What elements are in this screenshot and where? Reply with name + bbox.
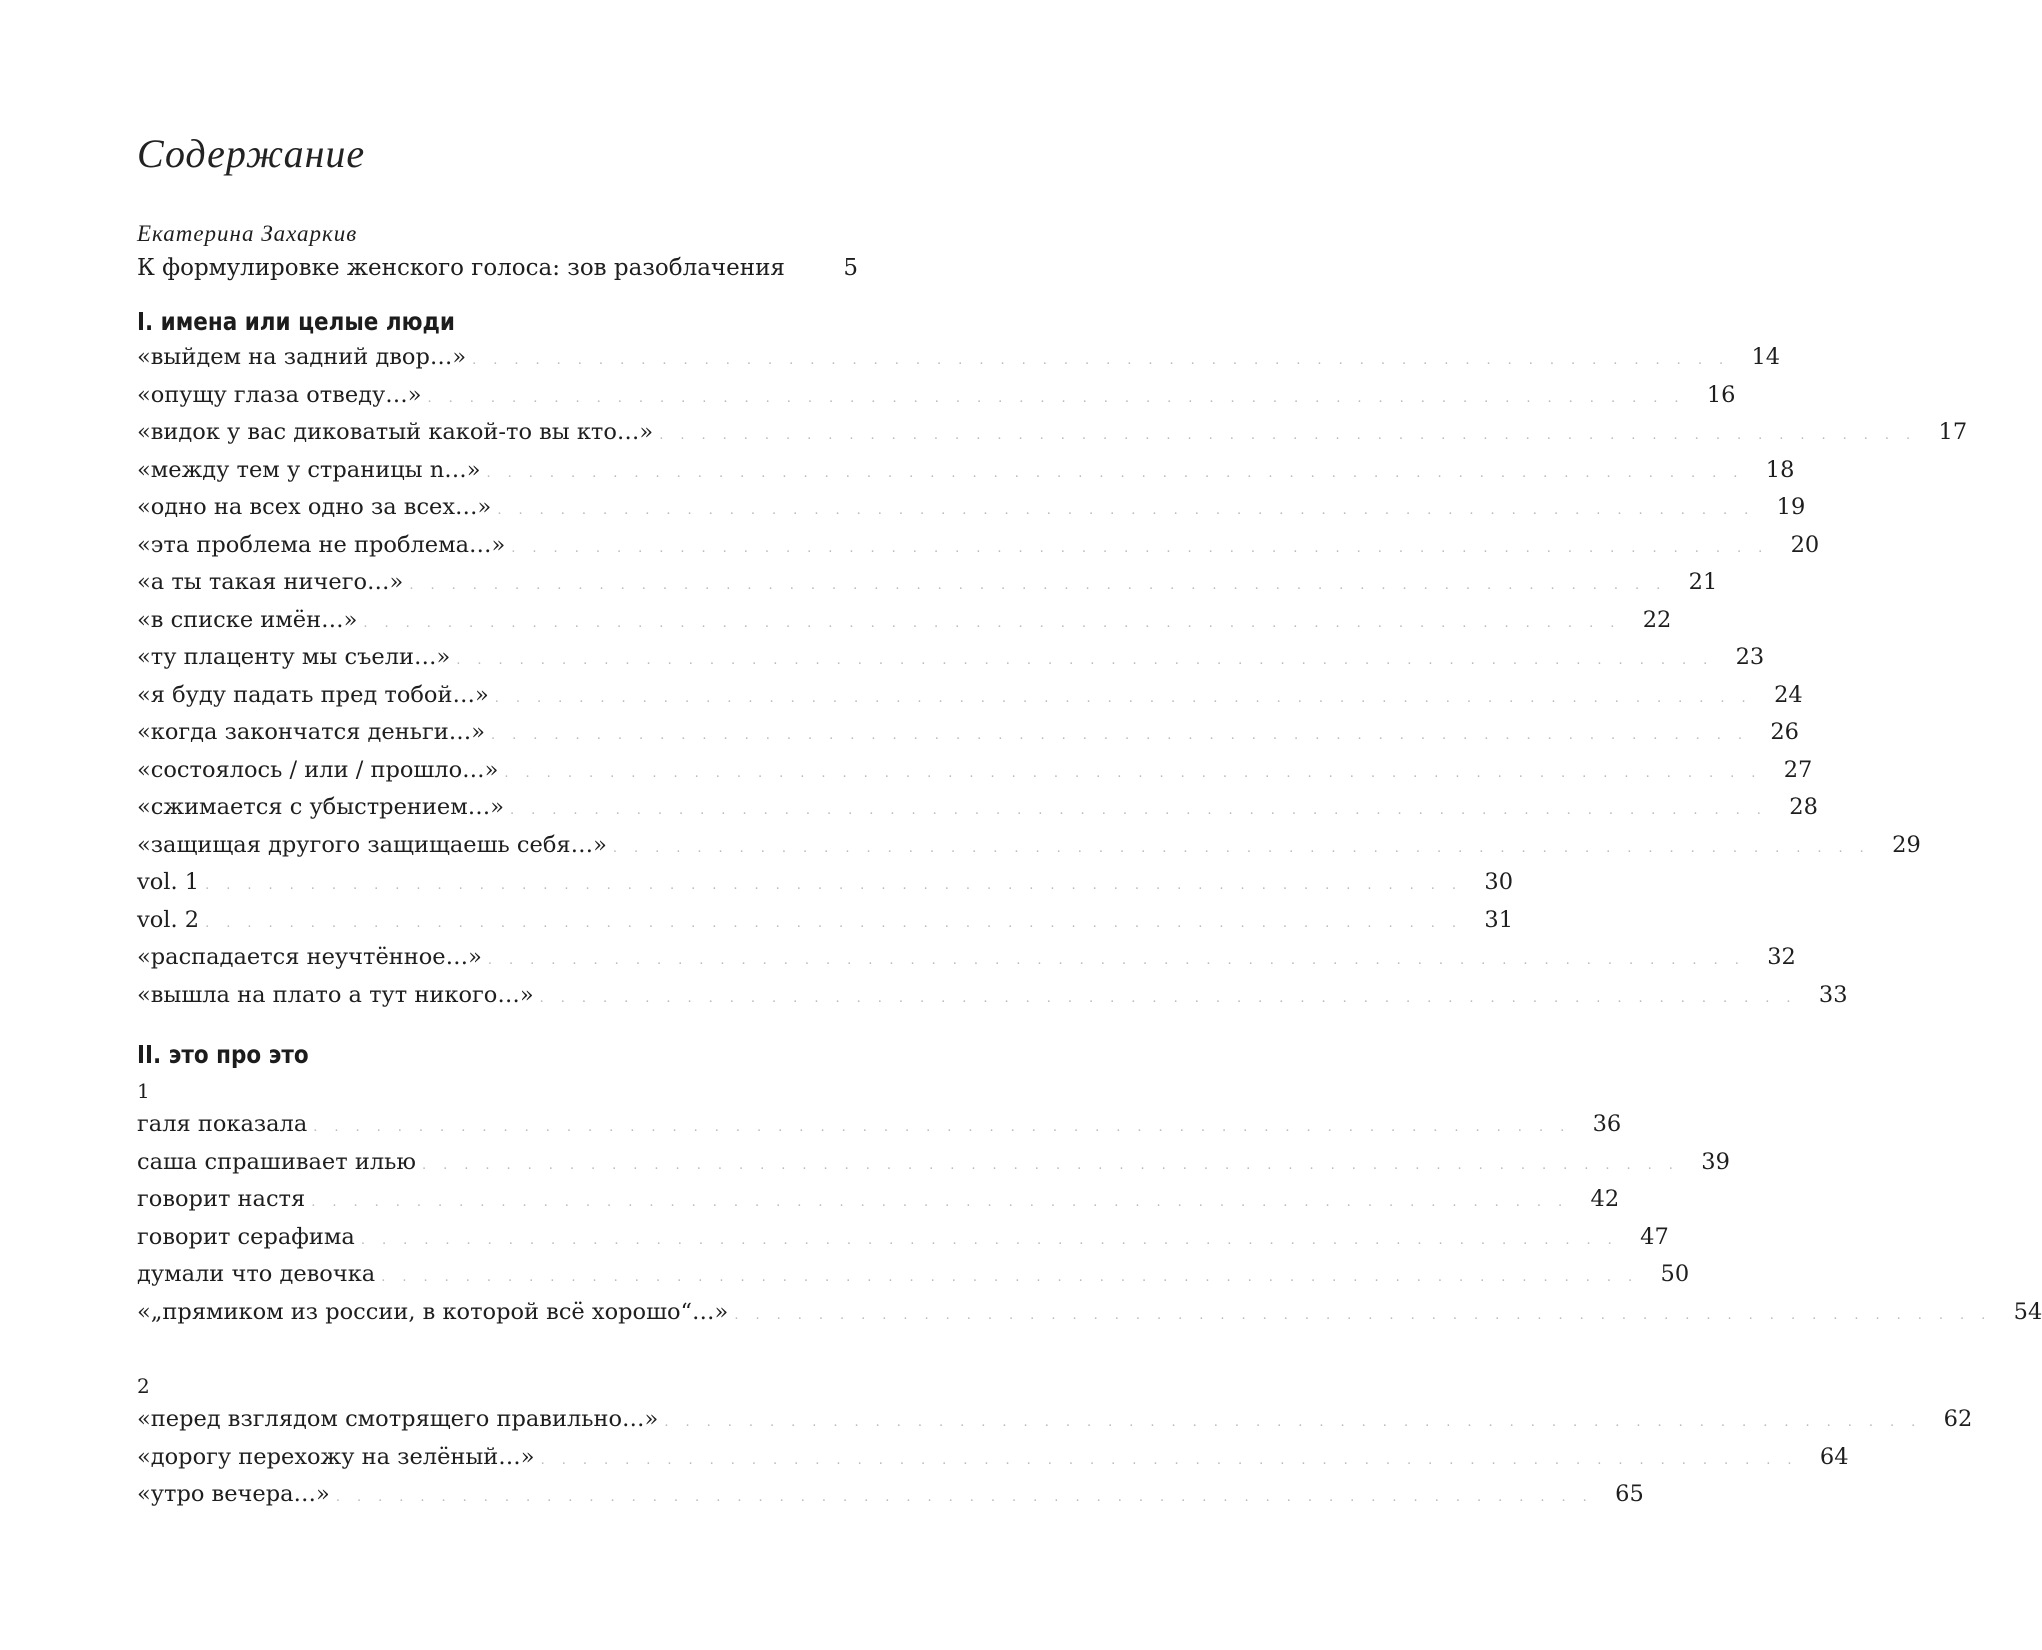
- entry-page-number: 19: [1776, 494, 1806, 520]
- group-1-entries: [137, 1106, 2042, 1331]
- dot-leader: ............................................................: [487, 953, 1756, 968]
- toc-entry: [137, 1439, 1849, 1477]
- intro-entry: [137, 219, 858, 285]
- toc-entry: [137, 789, 1818, 827]
- entry-page-number: 39: [1701, 1148, 1730, 1175]
- entry-page-number: 65: [1615, 1481, 1644, 1507]
- toc-entry: [137, 452, 1795, 490]
- entry-title: «вышла на плато а тут никого…»: [137, 981, 534, 1008]
- entry-page-number: 62: [1943, 1406, 1973, 1432]
- section-1-entries: [137, 339, 1968, 1014]
- entry-title: саша спрашивает илью: [137, 1148, 416, 1175]
- dot-leader: ............................................................: [335, 1490, 1604, 1505]
- entry-title: «в списке имён…»: [137, 606, 358, 633]
- entry-page-number: 27: [1783, 756, 1813, 783]
- entry-title: «а ты такая ничего…»: [137, 569, 404, 595]
- toc-entry: [137, 1144, 1730, 1182]
- entry-page-number: 47: [1640, 1223, 1669, 1250]
- toc-entry: [137, 752, 1813, 790]
- section-heading-2: II. это про это: [137, 1040, 309, 1069]
- entry-page-number: 42: [1590, 1186, 1620, 1212]
- toc-entry: [137, 1181, 1620, 1219]
- entry-title: «эта проблема не проблема…»: [137, 531, 506, 558]
- entry-title: «видок у вас диковатый какой-то вы кто…»: [137, 419, 654, 445]
- entry-title: думали что девочка: [137, 1261, 376, 1287]
- dot-leader: ............................................................: [539, 990, 1808, 1006]
- entry-page-number: 23: [1735, 644, 1765, 670]
- dot-leader: ............................................................: [472, 353, 1741, 368]
- dot-leader: ............................................................: [540, 1452, 1809, 1468]
- toc-entry: [137, 714, 1799, 752]
- dot-leader: ............................................................: [494, 690, 1763, 706]
- dot-leader: ............................................................: [313, 1120, 1582, 1135]
- toc-entry: [137, 864, 1514, 902]
- entry-title: «выйдем на задний двор…»: [137, 344, 467, 370]
- entry-title: «распадается неучтённое…»: [137, 944, 482, 970]
- dot-leader: ............................................................: [664, 1415, 1933, 1430]
- entry-title: «состоялось / или / прошло…»: [137, 756, 499, 783]
- entry-page-number: 17: [1938, 419, 1968, 445]
- dot-leader: ............................................................: [456, 653, 1725, 668]
- entry-page-number: 14: [1751, 344, 1781, 370]
- toc-entry: [137, 564, 1718, 602]
- toc-entry: [137, 377, 1736, 415]
- entry-page-number: 50: [1660, 1261, 1690, 1287]
- dot-leader: ............................................................: [504, 765, 1773, 781]
- entry-title: vol. 2: [137, 906, 200, 933]
- entry-title: «между тем у страницы n…»: [137, 456, 481, 483]
- toc-entry: [137, 677, 1803, 715]
- toc-entry: [137, 1476, 1644, 1514]
- group-2-entries: [137, 1401, 1973, 1514]
- intro-author: Екатерина Захаркив: [137, 221, 358, 246]
- entry-title: «дорогу перехожу на зелёный…»: [137, 1443, 535, 1470]
- entry-page-number: 26: [1770, 719, 1799, 745]
- entry-title: «опущу глаза отведу…»: [137, 381, 422, 408]
- group-number-1: 1: [137, 1079, 150, 1103]
- entry-title: «сжимается с убыстрением…»: [137, 794, 504, 820]
- toc-entry: [137, 1401, 1973, 1439]
- dot-leader: ............................................................: [486, 465, 1755, 481]
- toc-entry: [137, 1106, 1622, 1144]
- entry-page-number: 29: [1892, 831, 1921, 858]
- entry-title: «утро вечера…»: [137, 1481, 330, 1507]
- entry-title: говорит серафима: [137, 1223, 355, 1250]
- toc-entry: [137, 339, 1781, 377]
- dot-leader: ............................................................: [497, 503, 1766, 518]
- dot-leader: ............................................................: [360, 1232, 1629, 1248]
- section-heading-1: I. имена или целые люди: [137, 307, 455, 336]
- entry-page-number: 32: [1767, 944, 1796, 970]
- dot-leader: ............................................................: [205, 878, 1474, 893]
- toc-title: Содержание: [137, 131, 366, 176]
- entry-title: vol. 1: [137, 869, 200, 895]
- entry-title: «„прямиком из россии, в которой всё хорошо“…»: [137, 1298, 729, 1325]
- toc-entry: [137, 939, 1796, 977]
- entry-page-number: 36: [1592, 1111, 1622, 1137]
- dot-leader: ............................................................: [511, 540, 1780, 556]
- toc-entry: [137, 639, 1765, 677]
- intro-title-line: [137, 251, 858, 285]
- dot-leader: ............................................................: [205, 915, 1474, 931]
- entry-page-number: 28: [1789, 794, 1818, 820]
- dot-leader: ............................................................: [363, 615, 1632, 631]
- dot-leader: ............................................................: [509, 803, 1778, 818]
- entry-title: «я буду падать пред тобой…»: [137, 681, 489, 708]
- toc-entry: [137, 902, 1514, 940]
- table-of-contents: [137, 130, 2042, 1514]
- entry-title: «перед взглядом смотрящего правильно…»: [137, 1406, 659, 1432]
- entry-page-number: 24: [1774, 681, 1803, 708]
- dot-leader: ............................................................: [409, 578, 1678, 593]
- dot-leader: ............................................................: [659, 428, 1928, 443]
- toc-entry: [137, 1294, 2042, 1332]
- entry-title: «когда закончатся деньги…»: [137, 719, 486, 745]
- dot-leader: ............................................................: [427, 390, 1696, 406]
- entry-title: говорит настя: [137, 1186, 306, 1212]
- intro-title: К формулировке женского голоса: зов разоблачения: [137, 255, 785, 281]
- entry-page-number: 33: [1818, 981, 1848, 1008]
- dot-leader: ............................................................: [381, 1270, 1650, 1285]
- toc-entry: [137, 527, 1820, 565]
- entry-title: «защищая другого защищаешь себя…»: [137, 831, 607, 858]
- entry-page-number: 22: [1642, 606, 1672, 633]
- entry-page-number: 64: [1819, 1443, 1849, 1470]
- dot-leader: ............................................................: [491, 728, 1759, 743]
- entry-page-number: 21: [1688, 569, 1718, 595]
- toc-entry: [137, 827, 1921, 865]
- toc-entry: [137, 489, 1806, 527]
- toc-entry: [137, 1256, 1690, 1294]
- toc-entry: [137, 1219, 1669, 1257]
- entry-page-number: 54: [2013, 1298, 2042, 1325]
- toc-entry: [137, 414, 1968, 452]
- entry-title: «одно на всех одно за всех…»: [137, 494, 492, 520]
- dot-leader: ............................................................: [421, 1157, 1690, 1173]
- entry-title: галя показала: [137, 1111, 308, 1137]
- dot-leader: ............................................................: [612, 840, 1881, 856]
- dot-leader: ............................................................: [311, 1195, 1580, 1210]
- toc-entry: [137, 977, 1848, 1015]
- entry-page-number: 16: [1706, 381, 1736, 408]
- entry-page-number: 30: [1484, 869, 1514, 895]
- toc-entry: [137, 602, 1672, 640]
- entry-page-number: 31: [1484, 906, 1514, 933]
- dot-leader: ............................................................: [734, 1307, 2003, 1323]
- entry-page-number: 18: [1765, 456, 1795, 483]
- entry-page-number: 20: [1790, 531, 1820, 558]
- intro-page-number: 5: [843, 255, 858, 281]
- group-number-2: 2: [137, 1374, 150, 1398]
- entry-title: «ту плаценту мы съели…»: [137, 644, 451, 670]
- group-spacer: [137, 1331, 858, 1367]
